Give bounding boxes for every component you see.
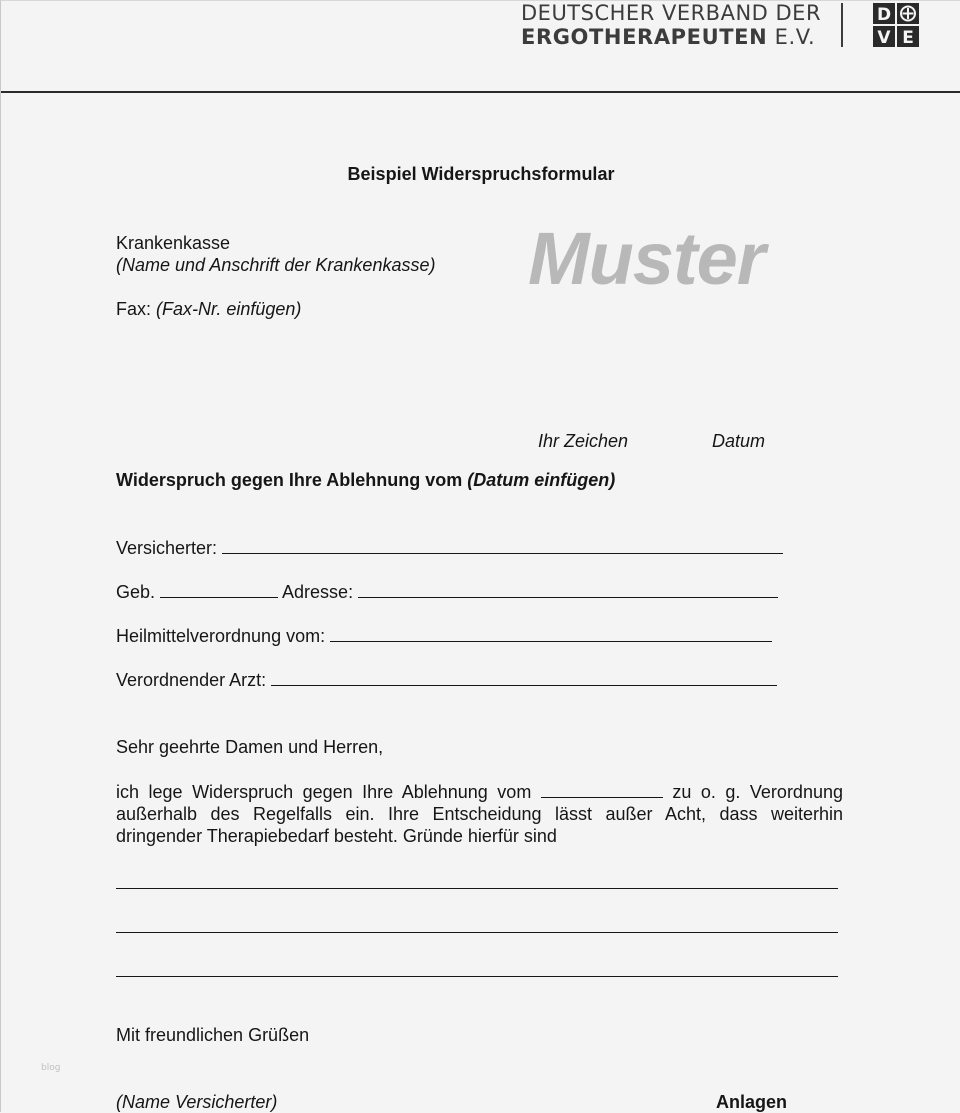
subject-line [116,469,615,491]
reason-line-1[interactable] [116,888,838,889]
field-heilmittel [116,624,772,647]
signature-name: (Name Versicherter) [116,1092,278,1112]
heilmittel-label: Heilmittelverordnung vom: [116,626,331,646]
para-start: ich lege Widerspruch gegen Ihre Ablehnung vom [116,782,541,802]
logo-letter-v: V [877,28,891,47]
geb-blank[interactable] [160,580,278,598]
field-geb-adresse [116,580,778,603]
recipient-line1: Krankenkasse [116,233,231,253]
org-name-suffix: E.V. [767,25,816,49]
para-rest: zu o. g. Verordnung außerhalb des Regelfalls ein. Ihre Entscheidung lässt außer Acht, dass weiterhin dringender Therapiebedarf besteht. Gründe hierfür sind [116,782,843,846]
ref-zeichen: Ihr Zeichen [538,431,629,451]
logo-letter-d: D [876,5,892,25]
subject-placeholder: (Datum einfügen) [467,470,616,490]
reason-line-2[interactable] [116,932,838,933]
para-date-blank[interactable] [541,780,663,798]
closing: Mit freundlichen Grüßen [116,1025,310,1045]
fax-placeholder: (Fax-Nr. einfügen) [156,299,302,319]
adresse-label: Adresse: [278,582,359,602]
org-name-line1: DEUTSCHER VERBAND DER [521,1,822,25]
body-paragraph [116,780,843,847]
org-name [521,1,821,49]
versicherter-label: Versicherter: [116,538,223,558]
ref-datum: Datum [712,431,766,451]
heilmittel-blank[interactable] [330,624,772,642]
adresse-blank[interactable] [358,580,778,598]
anlagen-label: Anlagen [716,1092,788,1112]
header-divider [841,3,843,47]
tiny-watermark-mark: blog [41,1063,61,1073]
greeting: Sehr geehrte Damen und Herren, [116,737,384,757]
org-name-line2 [521,25,821,49]
fax-label: Fax: [116,299,157,319]
org-name-bold: ERGOTHERAPEUTEN [521,25,768,49]
arzt-label: Verordnender Arzt: [116,670,272,690]
reason-line-3[interactable] [116,976,838,977]
dve-logo-icon [873,3,919,47]
field-arzt [116,668,777,691]
versicherter-blank[interactable] [222,536,783,554]
arzt-blank[interactable] [271,668,777,686]
muster-watermark: Muster [528,217,765,300]
header-rule [1,91,960,93]
recipient-line2: (Name und Anschrift der Krankenkasse) [116,255,436,275]
field-versicherter [116,536,783,559]
logo-letter-e: E [902,28,914,47]
document-title: Beispiel Widerspruchsformular [347,164,615,184]
fax-line [116,298,301,320]
subject-text: Widerspruch gegen Ihre Ablehnung vom [116,470,468,490]
geb-label: Geb. [116,582,161,602]
